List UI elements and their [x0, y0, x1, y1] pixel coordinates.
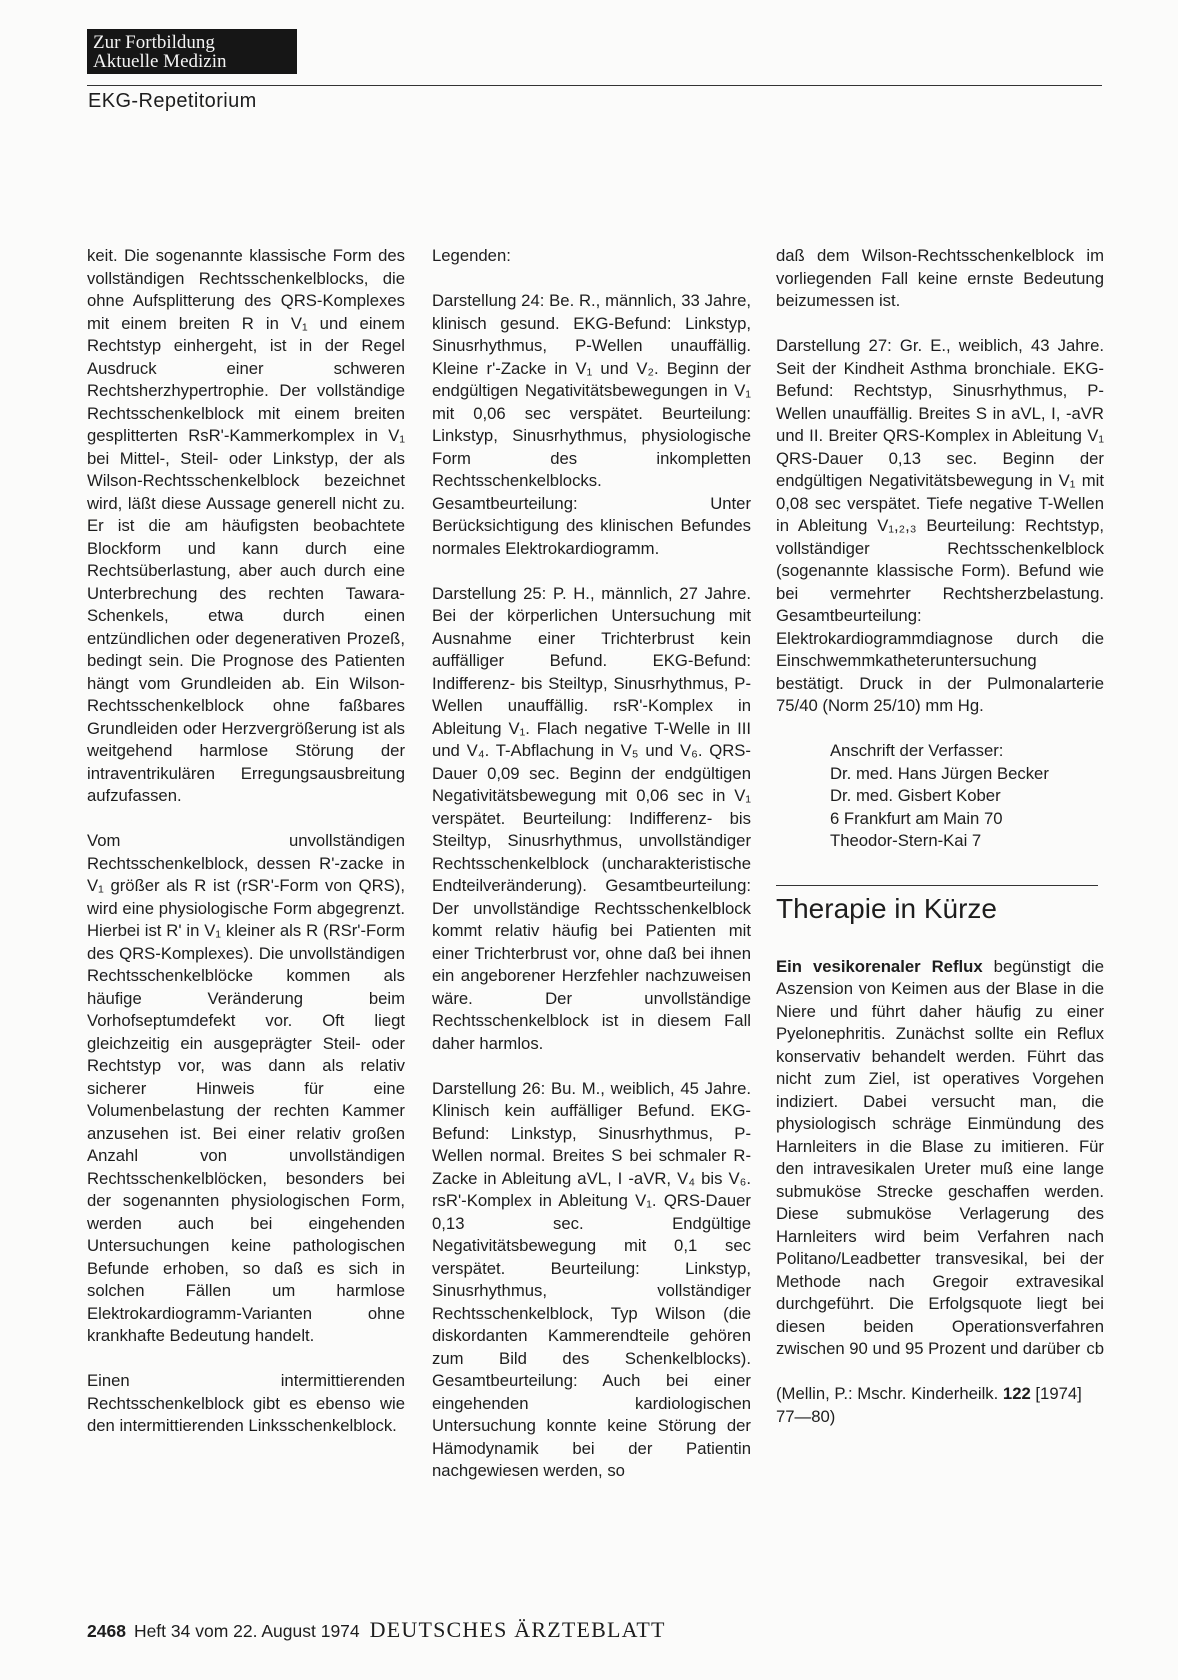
page-number: 2468: [87, 1621, 126, 1641]
legend-paragraph: daß dem Wilson-Rechtsschenkelblock im vorliegenden Fall keine ernste Bedeutung beizumessen ist.: [776, 246, 1104, 310]
page-footer: [87, 1617, 666, 1643]
legend-paragraph: Darstellung 26: Bu. M., weiblich, 45 Jahre. Klinisch kein auffälliger Befund. EKG-Befund: Linkstyp, Sinusrhythmus, P-Wellen normal. Breites S bei schmaler R-Zacke in Ableitung aVL, I -aVR, V₄ bis V₆. rsR'-Komplex in Ableitung V₁. QRS-Dauer 0,13 sec. Endgültige Negativitätsbewegung mit 0,1 sec verspätet. Beurteilung: Linkstyp, Sinusrhythmus, vollständiger Rechtsschenkelblock, Typ Wilson (die diskordanten Kammerendteile gehören zum Bild des Schenkelblocks). Gesamtbeurteilung: Auch bei einer eingehenden kardiologischen Untersuchung konnte keine Störung der Hämodynamik bei der Patientin nachgewiesen werden, so: [432, 1078, 751, 1480]
journal-name: DEUTSCHES ÄRZTEBLATT: [369, 1617, 666, 1642]
author-initials: cb: [1086, 1339, 1104, 1358]
address-line: Dr. med. Hans Jürgen Becker: [830, 763, 1049, 783]
section-label: [87, 29, 297, 74]
legend-paragraph: Darstellung 25: P. H., männlich, 27 Jahre. Bei der körperlichen Untersuchung mit Ausnahme einer Trichterbrust kein auffälliger Befund. EKG-Befund: Indifferenz- bis Steiltyp, Sinusrhythmus, P-Wellen unauffällig. rsR'-Komplex in Ableitung V₁. Flach negative T-Welle in III und V₄. T-Abflachung in V₅ und V₆. QRS-Dauer 0,09 sec. Beginn der endgültigen Negativitätsbewegung mit 0,06 sec in V₁ verspätet. Beurteilung: Indifferenz- bis Steiltyp, Sinusrhythmus, unvollständiger Rechtsschenkelblock (uncharakteristische Endteilveränderung). Gesamtbeurteilung: Der unvollständige Rechtsschenkelblock kommt relativ häufig bei Patienten mit einer Trichterbrust vor, ohne daß bei ihnen ein angeborener Herzfehler nachzuweisen wäre. Der unvollständige Rechtsschenkelblock ist in diesem Fall daher harmlos.: [432, 583, 751, 1053]
header-rule: [87, 85, 1102, 86]
body-paragraph: Vom unvollständigen Rechtsschenkelblock, dessen R'-zacke in V₁ größer als R ist (rSR'-Form von QRS), wird eine physiologische Form abgegrenzt. Hierbei ist R' in V₁ kleiner als R (RSr'-Form des QRS-Komplexes). Die unvollständigen Rechtsschenkelblöcke kommen als häufige Veränderung beim Vorhofseptumdefekt vor. Oft liegt gleichzeitig ein ausgeprägter Steil- oder Rechtstyp vor, was dann als relativ sicherer Hinweis für eine Volumenbelastung der rechten Kammer anzusehen ist. Bei einer relativ großen Anzahl von unvollständigen Rechtsschenkelblöcken, besonders bei der sogenannten physiologischen Form, werden auch bei eingehenden Untersuchungen keine pathologischen Befunde erhoben, so daß es sich in solchen Fällen um harmlose Elektrokardiogramm-Varianten ohne krankhafte Bedeutung handelt.: [87, 831, 405, 1345]
address-line: Dr. med. Gisbert Kober: [830, 786, 1001, 805]
section-label-line2: Aktuelle Medizin: [93, 51, 227, 72]
citation: [776, 1383, 1104, 1428]
therapy-body: begünstigt die Aszension von Keimen aus der Blase in die Niere und führt daher häufig zu einer Pyelonephritis. Zunächst sollte ein Reflux konservativ behandelt werden. Führt das nicht zum Ziel, ist operatives Vorgehen indiziert. Dabei versucht man, die physiologisch schräge Einmündung des Harnleiters in die Blase zu imitieren. Für den intravesikalen Ureter muß eine lange submuköse Strecke geschaffen werden. Diese submuköse Verlagerung des Harnleiters wird beim Verfahren nach Politano/Leadbetter transvesikal, bei der Methode nach Gregoir extravesikal durchgeführt. Die Erfolgsquote liegt bei diesen beiden Operationsverfahren zwischen 90 und 95 Prozent und darüber: [776, 956, 1104, 1358]
issue-info: Heft 34 vom 22. August 1974: [133, 1621, 360, 1641]
body-paragraph: Einen intermittierenden Rechtsschenkelblock gibt es ebenso wie den intermittierenden Linksschenkelblock.: [87, 1371, 405, 1435]
series-title: EKG-Repetitorium: [88, 90, 257, 112]
column-1: [87, 245, 405, 1460]
column-3: [776, 245, 1104, 1451]
legend-paragraph: Darstellung 27: Gr. E., weiblich, 43 Jahre. Seit der Kindheit Asthma bronchiale. EKG-Befund: Rechtstyp, Sinusrhythmus, P-Wellen unauffällig. Breites S in aVL, I, -aVR und II. Breiter QRS-Komplex in Ableitung V₁ QRS-Dauer 0,13 sec. Beginn der endgültigen Negativitätsbewegung in V₁ mit 0,08 sec verspätet. Tiefe negative T-Wellen in Ableitung V₁,₂,₃ Beurteilung: Rechtstyp, vollständiger Rechtsschenkelblock (sogenannte klassische Form). Befund wie bei vermehrter Rechtsherzbelastung. Gesamtbeurteilung: Elektrokardiogrammdiagnose durch die Einschwemmkatheteruntersuchung bestätigt. Druck in der Pulmonalarterie 75/40 (Norm 25/10) mm Hg.: [776, 336, 1104, 715]
therapy-heading: Therapie in Kürze: [776, 892, 998, 924]
body-paragraph: keit. Die sogenannte klassische Form des vollständigen Rechtsschenkelblocks, die ohne Aufsplitterung des QRS-Komplexes mit einem breiten R in V₁ und einem Rechtstyp einhergeht, ist in der Regel Ausdruck einer schweren Rechtsherzhypertrophie. Der vollständige Rechtsschenkelblock mit einem breiten gesplitterten RsR'-Kammerkomplex in V₁ bei Mittel-, Steil- oder Linkstyp, der als Wilson-Rechtsschenkelblock bezeichnet wird, läßt diese Aussage generell nicht zu. Er ist die am häufigsten beobachtete Blockform und kann durch eine Rechtsüberlastung, aber auch durch eine Unterbrechung des rechten Tawara-Schenkels, etwa durch einen entzündlichen oder degenerativen Prozeß, bedingt sein. Die Prognose des Patienten hängt vom Grundleiden ab. Ein Wilson-Rechtsschenkelblock ohne faßbares Grundleiden oder Herzvergrößerung ist als weitgehend harmlose Störung der intraventrikulären Erregungsausbreitung aufzufassen.: [87, 246, 405, 805]
therapy-rule: [776, 885, 1098, 886]
address-line: Theodor-Stern-Kai 7: [830, 831, 982, 850]
citation-text: (Mellin, P.: Mschr. Kinderheilk.: [776, 1384, 1003, 1403]
legend-heading: Legenden:: [432, 246, 511, 265]
address-heading: Anschrift der Verfasser:: [830, 741, 1004, 760]
therapy-lead: Ein vesikorenaler Reflux: [776, 956, 983, 976]
citation-volume: 122: [1002, 1384, 1031, 1403]
citation-rest: [1974] 77—80): [776, 1384, 1082, 1426]
legend-paragraph: Darstellung 24: Be. R., männlich, 33 Jahre, klinisch gesund. EKG-Befund: Linkstyp, Sinusrhythmus, P-Wellen unauffällig. Kleine r'-Zacke in V₁ und V₂. Beginn der endgültigen Negativitätsbewegungen in V₁ mit 0,06 sec verspätet. Beurteilung: Linkstyp, Sinusrhythmus, physiologische Form des inkompletten Rechtsschenkelblocks. Gesamtbeurteilung: Unter Berücksichtigung des klinischen Befundes normales Elektrokardiogramm.: [432, 291, 751, 558]
address-line: 6 Frankfurt am Main 70: [830, 808, 1003, 828]
therapy-paragraph: [776, 956, 1104, 1361]
column-2: [432, 245, 751, 1505]
section-label-line1: Zur Fortbildung: [93, 32, 215, 53]
author-address: [776, 740, 1104, 853]
